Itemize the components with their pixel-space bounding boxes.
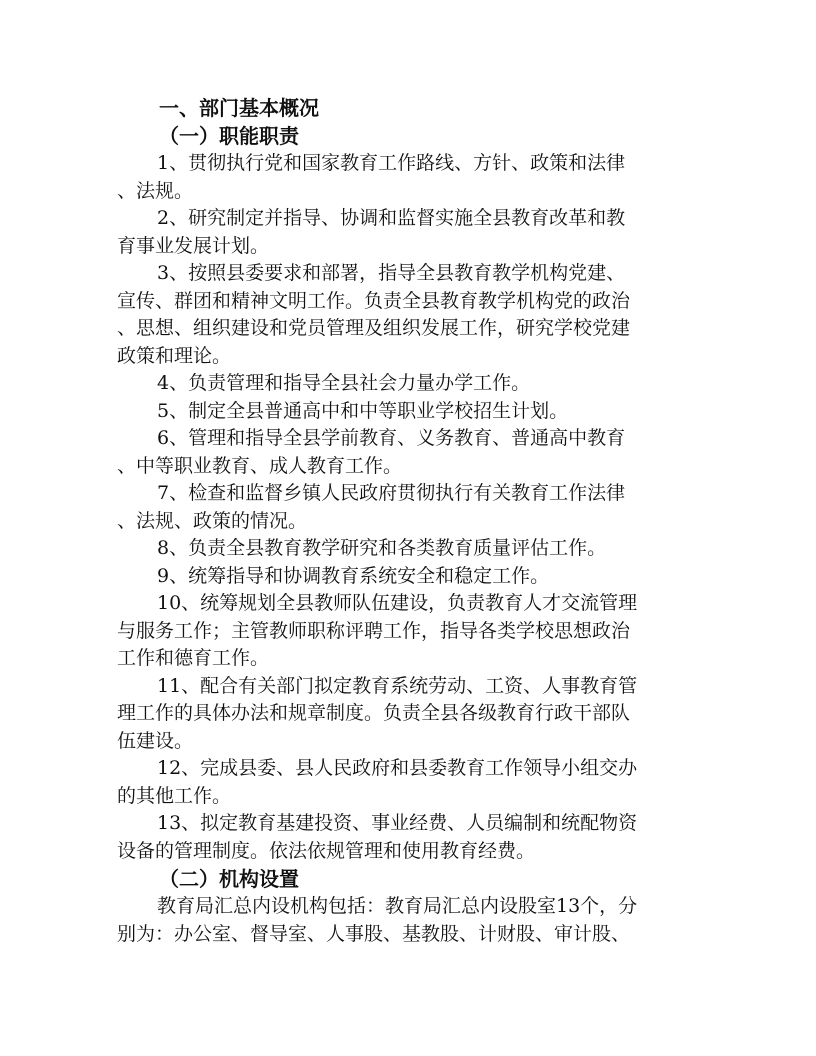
paragraph-line: 8、负责全县教育教学研究和各类教育质量评估工作。 bbox=[157, 537, 607, 559]
organization-text bbox=[117, 893, 697, 948]
function-item bbox=[117, 150, 697, 205]
subsection-title-organization: （二）机构设置 bbox=[159, 867, 299, 891]
paragraph-line: 9、统筹指导和协调教育系统安全和稳定工作。 bbox=[157, 564, 550, 587]
paragraph-line: 、中等职业教育、成人教育工作。 bbox=[117, 454, 403, 477]
function-item bbox=[117, 563, 697, 591]
organization-paragraph bbox=[117, 893, 697, 948]
paragraph-line: 3、按照县委要求和部署，指导全县教育教学机构党建、 bbox=[157, 262, 626, 284]
paragraph-line: 10、统筹规划全县教师队伍建设，负责教育人才交流管理 bbox=[157, 592, 638, 614]
paragraph-line: 别为：办公室、督导室、人事股、基教股、计财股、审计股、 bbox=[117, 922, 631, 945]
section-title: 一、部门基本概况 bbox=[159, 96, 319, 120]
function-item bbox=[117, 673, 697, 756]
paragraph-line: 12、完成县委、县人民政府和县委教育工作领导小组交办 bbox=[157, 757, 638, 779]
paragraph-line: 设备的管理制度。依法依规管理和使用教育经费。 bbox=[117, 839, 536, 862]
paragraph-line: 理工作的具体办法和规章制度。负责全县各级教育行政干部队 bbox=[117, 702, 631, 724]
paragraph-line: 宣传、群团和精神文明工作。负责全县教育教学机构党的政治 bbox=[117, 289, 631, 312]
subsection-title-functions: （一）职能职责 bbox=[159, 124, 299, 148]
paragraph-line: 7、检查和监督乡镇人民政府贯彻执行有关教育工作法律 bbox=[157, 482, 626, 504]
paragraph-line: 政策和理论。 bbox=[117, 344, 232, 367]
function-item bbox=[117, 205, 697, 260]
paragraph-line: 1、贯彻执行党和国家教育工作路线、方针、政策和法律 bbox=[157, 152, 626, 174]
function-item bbox=[117, 810, 697, 865]
paragraph-line: 育事业发展计划。 bbox=[117, 234, 270, 257]
function-item bbox=[117, 480, 697, 535]
paragraph-line: 4、负责管理和指导全县社会力量办学工作。 bbox=[157, 372, 531, 394]
paragraph-line: 的其他工作。 bbox=[117, 784, 232, 807]
paragraph-line: 6、管理和指导全县学前教育、义务教育、普通高中教育 bbox=[157, 427, 626, 449]
paragraph-line: 、法规、政策的情况。 bbox=[117, 509, 308, 532]
paragraph-line: 5、制定全县普通高中和中等职业学校招生计划。 bbox=[157, 399, 569, 422]
function-item bbox=[117, 370, 697, 398]
function-item bbox=[117, 425, 697, 480]
function-item bbox=[117, 398, 697, 426]
paragraph-line: 2、研究制定并指导、协调和监督实施全县教育改革和教 bbox=[157, 207, 626, 229]
function-item bbox=[117, 755, 697, 810]
paragraph-line: 教育局汇总内设机构包括：教育局汇总内设股室13个，分 bbox=[157, 895, 638, 917]
paragraph-line: 、法规。 bbox=[117, 179, 194, 202]
function-item bbox=[117, 260, 697, 370]
paragraph-line: 工作和德育工作。 bbox=[117, 647, 270, 669]
paragraph-line: 与服务工作；主管教师职称评聘工作，指导各类学校思想政治 bbox=[117, 619, 631, 642]
paragraph-line: 11、配合有关部门拟定教育系统劳动、工资、人事教育管 bbox=[157, 674, 638, 697]
function-item bbox=[117, 535, 697, 563]
document-page bbox=[117, 94, 697, 948]
functions-list bbox=[117, 150, 697, 865]
paragraph-line: 伍建设。 bbox=[117, 729, 194, 752]
paragraph-line: 13、拟定教育基建投资、事业经费、人员编制和统配物资 bbox=[157, 812, 638, 834]
function-item bbox=[117, 590, 697, 673]
paragraph-line: 、思想、组织建设和党员管理及组织发展工作，研究学校党建 bbox=[117, 317, 631, 339]
